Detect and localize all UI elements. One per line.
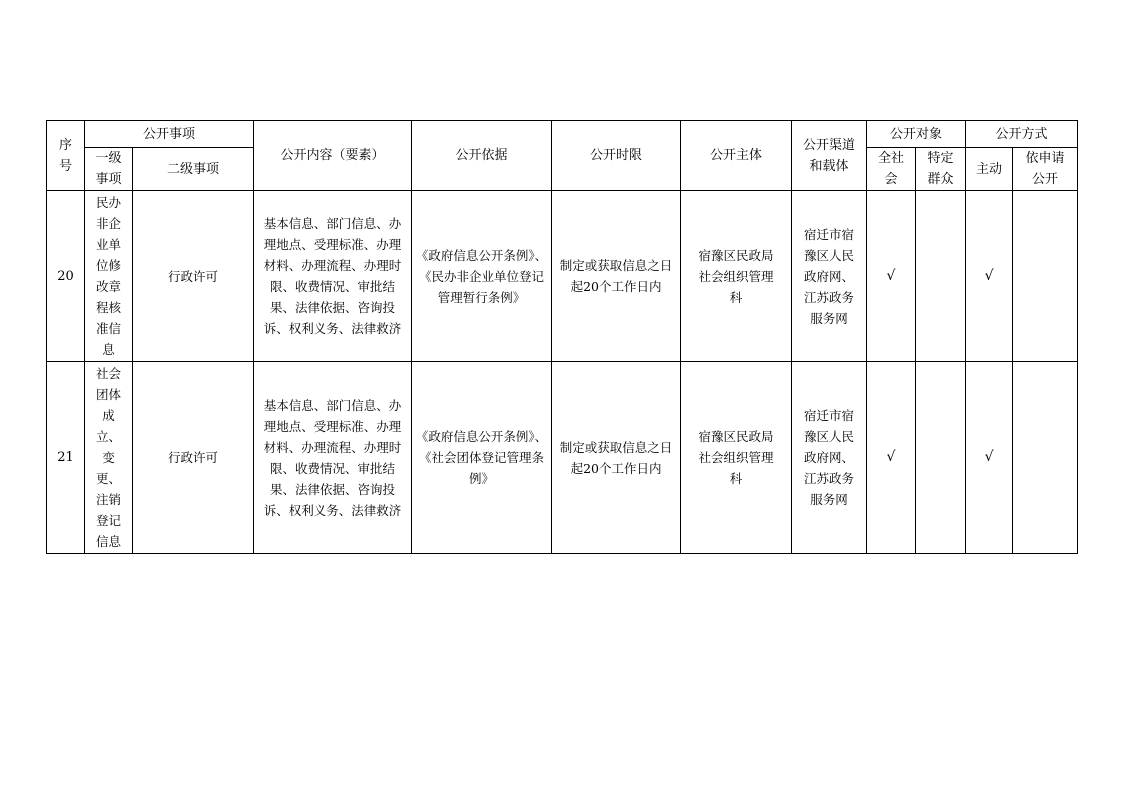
row-level1: 民办非企业单位修改章程核准信息 (85, 191, 133, 362)
header-level1: 一级事项 (85, 148, 133, 191)
row-level1: 社会团体成立、变更、注销登记信息 (85, 362, 133, 554)
header-audience-all: 全社会 (867, 148, 916, 191)
table-row (47, 362, 1078, 554)
header-item: 公开事项 (85, 121, 254, 148)
header-channel: 公开渠道和载体 (792, 121, 867, 191)
header-basis: 公开依据 (412, 121, 552, 191)
row-content: 基本信息、部门信息、办理地点、受理标准、办理材料、办理流程、办理时限、收费情况、审批结果、法律依据、咨询投诉、权利义务、法律救济 (254, 362, 412, 554)
row-method-active: √ (966, 191, 1013, 362)
row-level2: 行政许可 (133, 191, 254, 362)
row-timeline: 制定或获取信息之日起20个工作日内 (552, 362, 681, 554)
row-timeline: 制定或获取信息之日起20个工作日内 (552, 191, 681, 362)
row-basis: 《政府信息公开条例》、《民办非企业单位登记管理暂行条例》 (412, 191, 552, 362)
row-seq: 20 (47, 191, 85, 362)
header-subject: 公开主体 (681, 121, 792, 191)
header-audience: 公开对象 (867, 121, 966, 148)
row-channel: 宿迁市宿豫区人民政府网、江苏政务服务网 (792, 191, 867, 362)
table-row (47, 191, 1078, 362)
row-seq: 21 (47, 362, 85, 554)
header-method-request: 依申请公开 (1013, 148, 1078, 191)
row-basis: 《政府信息公开条例》、《社会团体登记管理条例》 (412, 362, 552, 554)
header-timeline: 公开时限 (552, 121, 681, 191)
row-audience-all: √ (867, 191, 916, 362)
row-audience-all: √ (867, 362, 916, 554)
disclosure-table (46, 120, 1078, 554)
header-seq: 序号 (47, 121, 85, 191)
row-level2: 行政许可 (133, 362, 254, 554)
header-level2: 二级事项 (133, 148, 254, 191)
header-content: 公开内容（要素） (254, 121, 412, 191)
row-subject: 宿豫区民政局社会组织管理科 (681, 191, 792, 362)
row-method-active: √ (966, 362, 1013, 554)
row-method-request (1013, 362, 1078, 554)
header-method-active: 主动 (966, 148, 1013, 191)
header-row-1 (47, 121, 1078, 148)
row-audience-specific (916, 191, 966, 362)
row-subject: 宿豫区民政局社会组织管理科 (681, 362, 792, 554)
header-audience-specific: 特定群众 (916, 148, 966, 191)
row-audience-specific (916, 362, 966, 554)
header-method: 公开方式 (966, 121, 1078, 148)
row-method-request (1013, 191, 1078, 362)
row-channel: 宿迁市宿豫区人民政府网、江苏政务服务网 (792, 362, 867, 554)
row-content: 基本信息、部门信息、办理地点、受理标准、办理材料、办理流程、办理时限、收费情况、审批结果、法律依据、咨询投诉、权利义务、法律救济 (254, 191, 412, 362)
